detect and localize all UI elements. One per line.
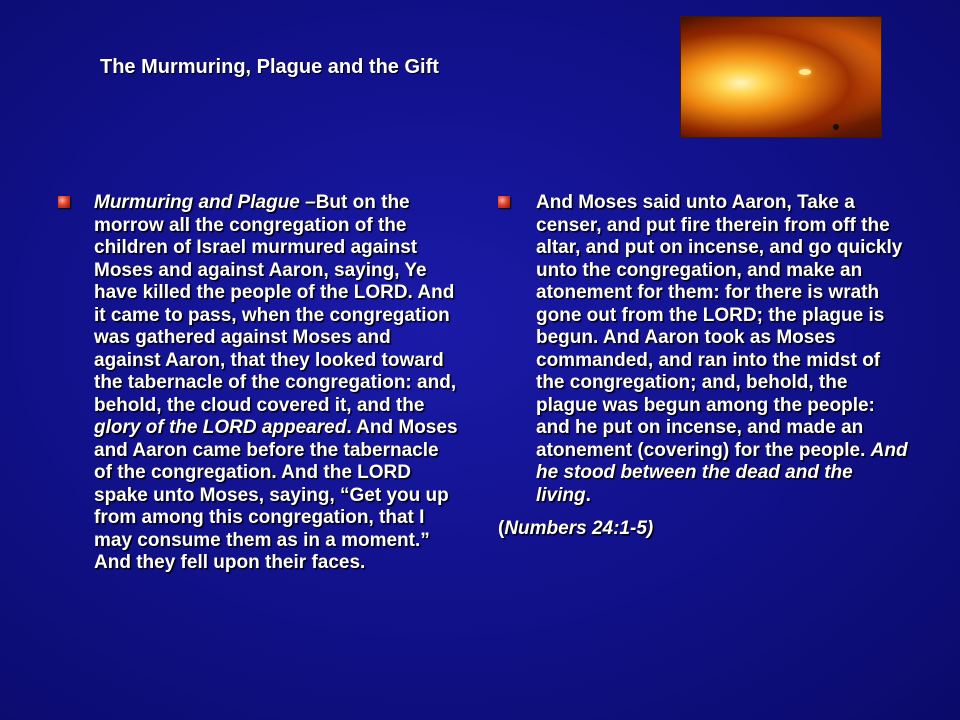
- right-text: [536, 192, 908, 506]
- bullet-square-icon: [498, 196, 510, 208]
- right-column: [498, 192, 910, 541]
- lion-eye: [799, 69, 811, 75]
- flaming-lion-image: [680, 16, 882, 138]
- slide-title: The Murmuring, Plague and the Gift: [100, 56, 439, 78]
- right-italic-1: And he stood between the dead and the living: [536, 439, 908, 506]
- watermark-logo: [833, 123, 875, 131]
- scripture-reference: [498, 518, 910, 541]
- right-text-2: (covering) for the people.: [632, 439, 871, 461]
- right-bullet-item: [498, 192, 910, 507]
- bullet-square-icon: [58, 196, 70, 208]
- right-text-1: And Moses said unto Aaron, Take a censer, and put fire therein from off the altar, and put on incense, and go quickly unto the congregation, and make an atonement for them: for there is wrath gone out from the LORD; the plague is begun. And Aaron took as Moses commanded, and ran into the midst of the congregation; and, behold, the plague was begun among the people: and he put on incense, and made an: [536, 192, 903, 438]
- left-text: [94, 192, 458, 573]
- left-text-1: But on the morrow all the congregation of the children of Israel murmured against Moses and against Aaron, saying, Ye have killed the people of the LORD. And it came to pass, when the congregation was gathered against Moses and against Aaron, that they looked toward the tabernacle of the congregation: and, behold, the cloud covered it, and the: [94, 192, 457, 416]
- reference-text: Numbers 24:1-5): [504, 518, 654, 539]
- right-bold-1: atonement: [536, 439, 633, 461]
- left-lead-italic: Murmuring and Plague –: [94, 192, 316, 213]
- right-text-3: .: [585, 484, 591, 506]
- left-bullet-item: [58, 192, 458, 575]
- left-italic-1: glory of the LORD appeared: [94, 417, 347, 438]
- left-column: [58, 192, 458, 575]
- reference-open: (: [498, 518, 505, 539]
- left-text-2: . And Moses and Aaron came before the tabernacle of the congregation. And the LORD spake unto Moses, saying, “Get you up from among this congregation, that I may consume them as in a moment.” And they fell upon their faces.: [94, 417, 458, 573]
